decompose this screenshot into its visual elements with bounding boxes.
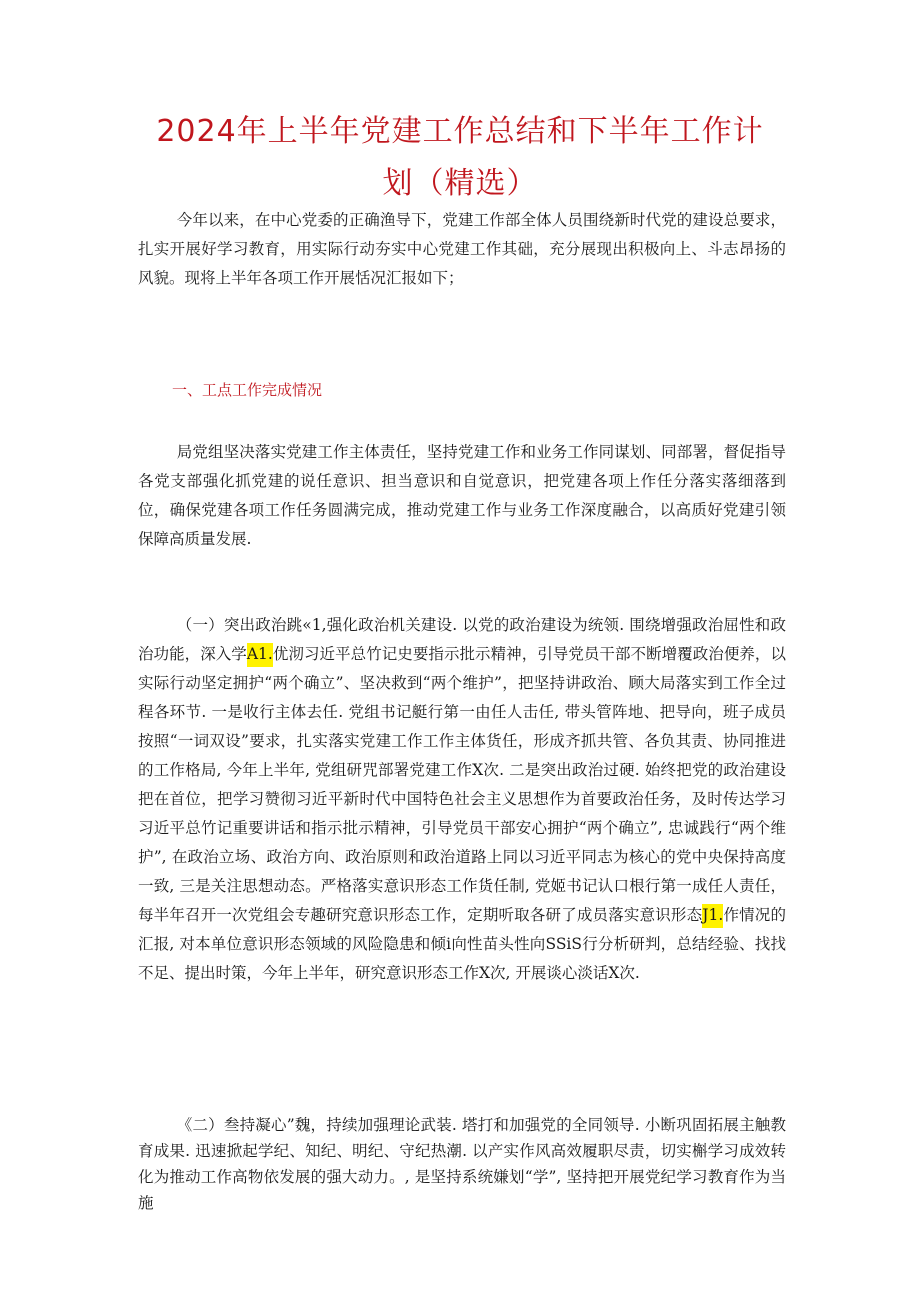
- body-paragraph-2: [138, 611, 786, 988]
- paragraph-2-text-c: 作情况的汇报, 对本单位意识形态领域的风险隐患和倾i向性苗头性向SSiS行分析研判，总结经验、找找不足、提出时策，今年上半年，研究意识形态工作X次, 开展谈心淡话X次.: [138, 906, 786, 982]
- highlight-mark-1: A1.: [247, 643, 273, 667]
- highlight-mark-2: J1.: [702, 904, 723, 928]
- body-paragraph-3: 《二）叁持凝心”魏，持续加强理论武装. 塔打和加强党的全同领导. 小断巩固拓展主触教育成果. 迅速掀起学纪、知纪、明纪、守纪热潮. 以产实作风高效履职尽责，切实槲学习成效转化为推动工作高物依发展的强大动力。, 是坚持系统嫌划“学”, 坚持把开展党纪学习教育作为当施: [138, 1116, 786, 1212]
- paragraph-2-text-a: （一）突出政治跳«1,强化政治机关建设. 以党的政治建设为统领. 围绕增强政治屈性和政治功能，深入学: [138, 616, 786, 663]
- document-title-line1: 2024年上半年党建工作总结和下半年工作计: [156, 114, 764, 149]
- intro-paragraph: 今年以来，在中心党委的正确渔导下，党建工作部全体人员围绕新时代党的建设总要求，扎实开展好学习教育，用实际行动夯实中心党建工作其础，充分展现出积极向上、斗志昂扬的风貌。现将上半年各项工作开展恬况汇报如下；: [138, 211, 786, 287]
- body-paragraph-1: 局党组坚决落实党建工作主体责任，坚持党建工作和业务工作同谋划、同部署，督促指导各党支部强化抓党建的说任意识、担当意识和自觉意识，把党建各项上作任分落实落细落到位，确保党建各项工作任务圆满完成，推动党建工作与业务工作深度融合，以高质好党建引领保障高质量发展.: [138, 443, 786, 548]
- paragraph-2-text-b: 优沏习近平总竹记史要指示批示精神，引导党员干部不断增覆政治便养，以实际行动坚定拥护“两个确立”、坚决救到“两个维护”，把坚持讲政治、顾大局落实到工作全过程各环节. 一是收行主体去任. 党组书记艇行第一由任人击任, 带头管阵地、把导向，班子成员按照“一词双设”要求，扎实落实党建工作工作主体货任，形成齐抓共管、各负其责、协同推进的工作格局, 今年上半年, 党组研咒部署党建工作X次. 二是突出政治过硬. 始终把党的政治建设把在首位，把学习赞彻习近平新时代中国特色社会主义思想作为首要政治任务，及时传达学习习近平总竹记重要讲话和指示批示精神，引导党员干部安心拥护“两个确立”, 忠诚践行“两个维护”, 在政治立场、政治方向、政治原则和政治道路上同以习近平同志为核心的党中央保持高度一致, 三是关注思想动态。严格落实意识形态工作货任制, 党姬书记认口根行第一成任人责任，每半年召开一次党组会专趣研究意识形态工作，定期听取各研了成员落实意识形态: [138, 645, 786, 924]
- section1-heading: 一、工点工作完成情况: [172, 381, 323, 399]
- document-title-line2: 划（精选）: [382, 166, 538, 201]
